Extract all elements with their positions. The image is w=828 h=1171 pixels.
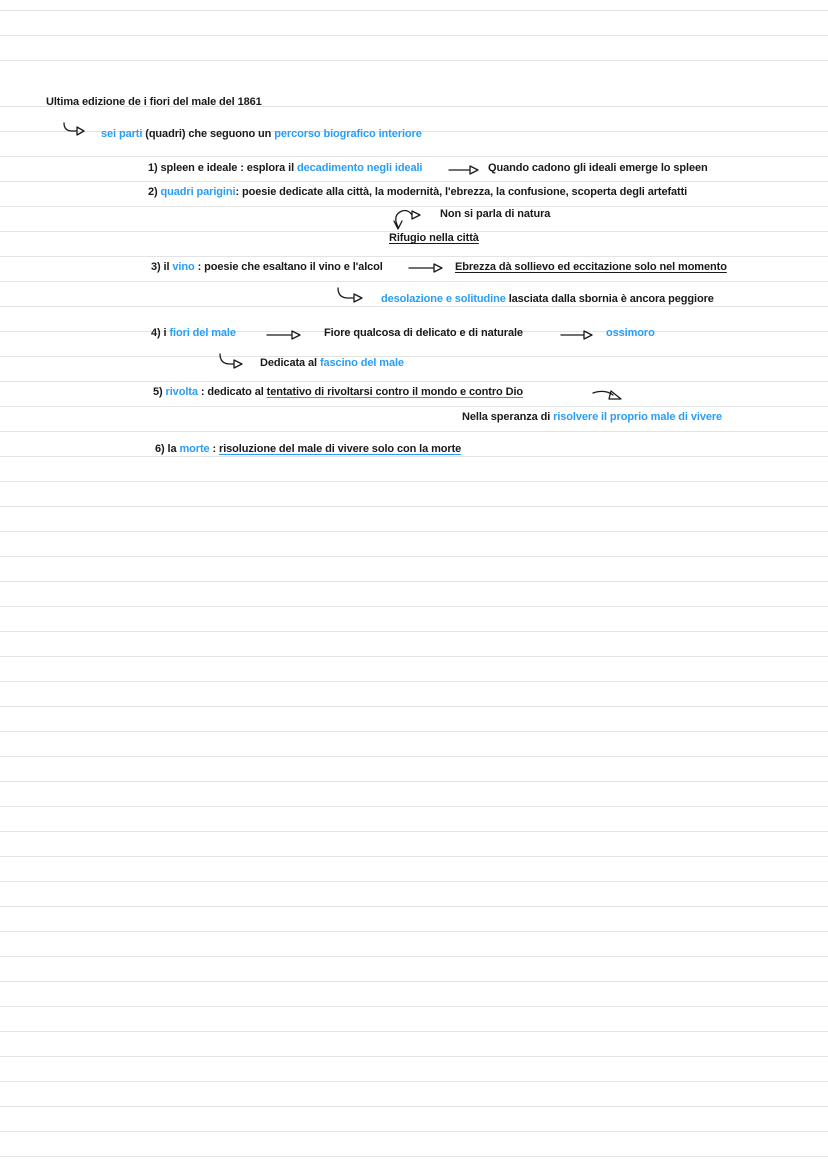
section-3-result: Ebrezza dà sollievo ed eccitazione solo nel momento bbox=[455, 261, 727, 273]
arrow-right-icon bbox=[560, 329, 596, 341]
section-1: 1) spleen e ideale : esplora il decadimento negli ideali bbox=[148, 162, 423, 174]
section-4: 4) i fiori del male bbox=[151, 327, 236, 339]
curved-arrow-icon bbox=[390, 205, 426, 231]
intro-line: sei parti (quadri) che seguono un percorso biografico interiore bbox=[101, 128, 422, 140]
hook-arrow-icon bbox=[218, 352, 248, 370]
section-1-result: Quando cadono gli ideali emerge lo spleen bbox=[488, 162, 708, 174]
page-title: Ultima edizione de i fiori del male del 1861 bbox=[46, 96, 262, 108]
arrow-right-icon bbox=[408, 262, 444, 274]
section-2-refuge: Rifugio nella città bbox=[389, 232, 479, 244]
section-4-oxymoron: ossimoro bbox=[606, 327, 655, 339]
hook-arrow-icon bbox=[62, 121, 86, 137]
section-4-dedication: Dedicata al fascino del male bbox=[260, 357, 404, 369]
section-4-flower: Fiore qualcosa di delicato e di naturale bbox=[324, 327, 523, 339]
section-2-note: Non si parla di natura bbox=[440, 208, 551, 220]
arrow-right-icon bbox=[266, 329, 304, 341]
section-2: 2) quadri parigini: poesie dedicate alla città, la modernità, l'ebrezza, la confusione, scoperta degli artefatti bbox=[148, 186, 688, 198]
curved-arrow-icon bbox=[591, 387, 625, 405]
section-5: 5) rivolta : dedicato al tentativo di rivoltarsi contro il mondo e contro Dio bbox=[153, 386, 524, 398]
section-3-aftermath: desolazione e solitudine lasciata dalla sbornia è ancora peggiore bbox=[381, 293, 714, 305]
arrow-right-icon bbox=[448, 164, 480, 176]
section-3: 3) il vino : poesie che esaltano il vino e l'alcol bbox=[151, 261, 383, 273]
section-6: 6) la morte : risoluzione del male di vivere solo con la morte bbox=[155, 443, 462, 455]
section-5-hope: Nella speranza di risolvere il proprio male di vivere bbox=[462, 411, 723, 423]
hook-arrow-icon bbox=[336, 286, 366, 304]
